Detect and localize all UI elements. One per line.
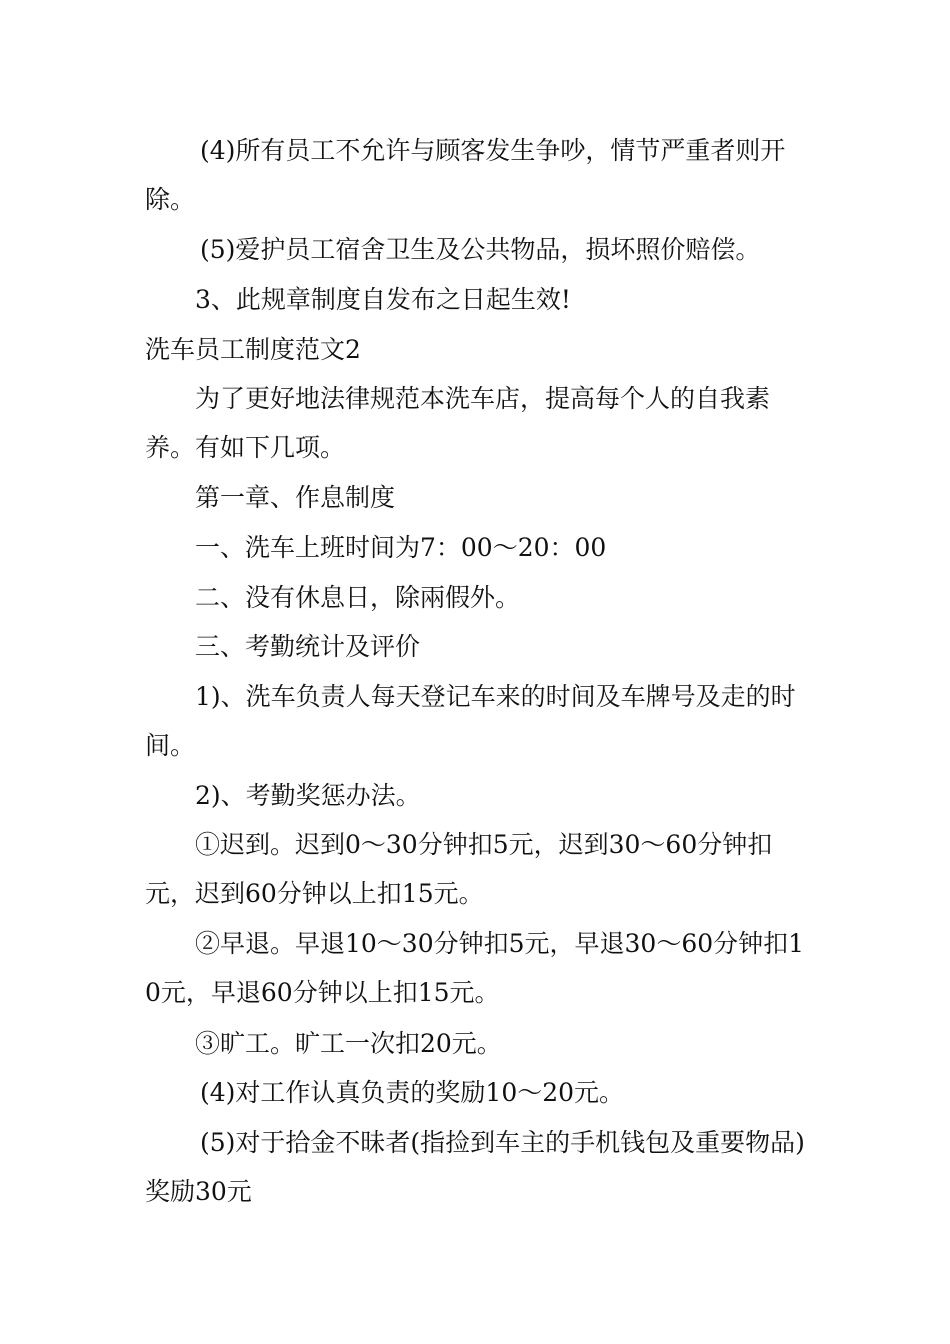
- chapter-title: 第一章、作息制度: [195, 483, 396, 512]
- paragraph-rule-4: (4)所有员工不允许与顾客发生争吵，情节严重者则开除。: [145, 136, 786, 214]
- paragraph-absence-penalty: ③旷工。旷工一次扣20元。: [195, 1029, 502, 1058]
- paragraph-attendance-heading: 三、考勤统计及评价: [195, 632, 421, 661]
- paragraph-attendance-record: 1)、洗车负责人每天登记车来的时间及车牌号及走的时间。: [145, 682, 796, 760]
- paragraph-early-leave-penalty: ②早退。早退10～30分钟扣5元，早退30～60分钟扣10元，早退60分钟以上扣15元。: [145, 929, 805, 1007]
- paragraph-intro: 为了更好地法律规范本洗车店，提高每个人的自我素养。有如下几项。: [145, 384, 771, 462]
- paragraph-effective-date: 3、此规章制度自发布之日起生效!: [195, 285, 571, 314]
- paragraph-reward-diligence: (4)对工作认真负责的奖励10～20元。: [200, 1078, 625, 1107]
- paragraph-late-penalty: ①迟到。迟到0～30分钟扣5元，迟到30～60分钟扣元，迟到60分钟以上扣15元。: [145, 830, 773, 908]
- section-title: 洗车员工制度范文2: [145, 335, 361, 364]
- paragraph-working-hours: 一、洗车上班时间为7：00～20：00: [195, 533, 607, 562]
- paragraph-rest-days: 二、没有休息日，除兩假外。: [195, 583, 521, 612]
- paragraph-attendance-rules: 2)、考勤奖惩办法。: [195, 781, 421, 810]
- paragraph-rule-5: (5)爱护员工宿舍卫生及公共物品，损坏照价赔偿。: [200, 235, 761, 264]
- paragraph-reward-honesty: (5)对于拾金不昧者(指捡到车主的手机钱包及重要物品)奖励30元: [145, 1128, 805, 1206]
